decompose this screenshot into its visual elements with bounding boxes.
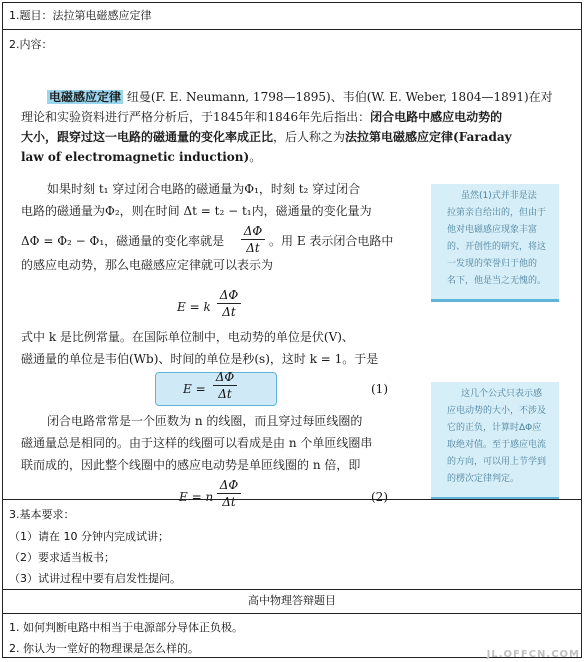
fraction-bar: [213, 385, 237, 386]
book-text: ，后人称之为: [273, 130, 346, 144]
textbook-excerpt: [13, 86, 553, 516]
fraction-denominator: Δt: [246, 241, 260, 255]
requirement-item: （3）试讲过程中要有启发性提问。: [9, 572, 181, 585]
book-text: ΔΦ = Φ₂ − Φ₁，磁通量的变化率就是: [21, 234, 225, 248]
side-note-text: 拉第亲自给出的，但由于: [447, 208, 547, 218]
defense-question-1: 1. 如何判断电路中相当于电源部分导体正负极。: [9, 621, 243, 634]
side-note-1: [431, 184, 559, 302]
fraction-denominator: Δt: [218, 387, 232, 401]
side-note-text: 他对电磁感应现象丰富: [447, 225, 538, 235]
side-note-text: 这几个公式只表示感: [461, 389, 543, 399]
book-line: 联而成的，因此整个线圈中的感应电动势是单匝线圈的 n 倍，即: [21, 458, 361, 472]
fraction-bar: [241, 239, 265, 240]
requirements-row: [3, 499, 581, 589]
book-bold-text: 法拉第电磁感应定律(Faraday: [345, 130, 512, 144]
equation-1: E =: [183, 382, 206, 396]
defense-question-2: 2. 你认为一堂好的物理课是怎么样的。: [9, 642, 199, 655]
defense-title-row: [3, 589, 581, 613]
fraction-eq0: [217, 288, 241, 319]
equation-number-2: (2): [371, 490, 388, 504]
equation-e-k: E = k: [177, 300, 211, 314]
fraction-eq1: [213, 370, 237, 401]
book-bold-text: 闭合电路中感应电动势的: [370, 110, 503, 124]
book-line: [269, 234, 393, 249]
site-watermark: JL.OFFCN.COM: [486, 649, 580, 660]
side-note-text: 虽然(1)式并非是法: [461, 191, 537, 201]
book-line: [47, 90, 553, 105]
fraction-numerator: ΔΦ: [219, 478, 239, 492]
book-line: 磁通量的单位是韦伯(Wb)、时间的单位是秒(s)，这时 k = 1。于是: [21, 352, 379, 366]
book-text: 纽曼(F. E. Neumann, 1798—1895)、韦伯(W. E. Weber, 1804—1891)在对: [123, 90, 553, 104]
book-line: 的感应电动势，那么电磁感应定律就可以表示为: [21, 258, 274, 272]
book-line: [21, 234, 224, 249]
exam-sheet: [2, 2, 582, 658]
book-text: 。用 E 表示闭合电路中: [269, 234, 394, 248]
defense-title: 高中物理答辩题目: [248, 594, 336, 607]
side-note-text: 一发现的荣誉归于他的: [447, 259, 538, 269]
fraction-denominator: Δt: [222, 305, 236, 319]
side-note-text: 的、开创性的研究，将这: [447, 242, 547, 252]
book-text: 。: [249, 150, 262, 164]
topic-title: 1.题目：法拉第电磁感应定律: [9, 9, 152, 22]
requirements-title: 3.基本要求：: [9, 508, 75, 521]
side-note-text: 名下，他是当之无愧的。: [447, 276, 547, 286]
fraction-bar: [217, 303, 241, 304]
equation-2: E = n: [179, 490, 214, 504]
side-note-text: 它的正负，计算时ΔΦ应: [447, 423, 542, 433]
book-bold-text: law of electromagnetic induction): [21, 150, 250, 164]
book-text: 理论和实验资料进行严格分析后，于1845年和1846年先后指出：: [21, 110, 371, 124]
side-note-text: 的楞次定律判定。: [447, 474, 520, 484]
book-line: 式中 k 是比例常量。在国际单位制中，电动势的单位是伏(V)、: [21, 330, 354, 344]
content-row: [3, 29, 581, 509]
book-line: 闭合电路常常是一个匝数为 n 的线圈，而且穿过每匝线圈的: [47, 414, 363, 428]
side-note-text: 取绝对值。至于感应电流: [447, 440, 547, 450]
book-line: [21, 130, 512, 145]
book-line: 如果时刻 t₁ 穿过闭合电路的磁通量为Φ₁，时刻 t₂ 穿过闭合: [47, 182, 361, 196]
book-line: 电路的磁通量为Φ₂，则在时间 Δt = t₂ − t₁内，磁通量的变化量为: [21, 204, 372, 218]
content-label: 2.内容：: [9, 38, 53, 51]
section-heading: 电磁感应定律: [49, 90, 122, 104]
book-line: [21, 110, 502, 125]
fraction-rate: [241, 224, 265, 255]
fraction-bar: [217, 493, 241, 494]
fraction-numerator: ΔΦ: [243, 224, 263, 238]
equation-number-1: (1): [371, 382, 388, 396]
fraction-denominator: Δt: [222, 495, 236, 509]
book-bold-text: 大小，跟穿过这一电路的磁通量的变化率成正比: [21, 130, 274, 144]
book-line: [21, 150, 261, 165]
side-note-text: 应电动势的大小，不涉及: [447, 406, 547, 416]
requirement-item: （1）请在 10 分钟内完成试讲；: [9, 530, 169, 543]
side-note-2: [431, 382, 559, 500]
side-note-text: 的方向，可以用上节学到: [447, 457, 547, 467]
fraction-numerator: ΔΦ: [215, 370, 235, 384]
fraction-numerator: ΔΦ: [219, 288, 239, 302]
title-row: [3, 3, 581, 29]
book-line: 磁通量总是相同的。由于这样的线圈可以看成是由 n 个单匝线圈串: [21, 436, 373, 450]
requirement-item: （2）要求适当板书；: [9, 551, 115, 564]
